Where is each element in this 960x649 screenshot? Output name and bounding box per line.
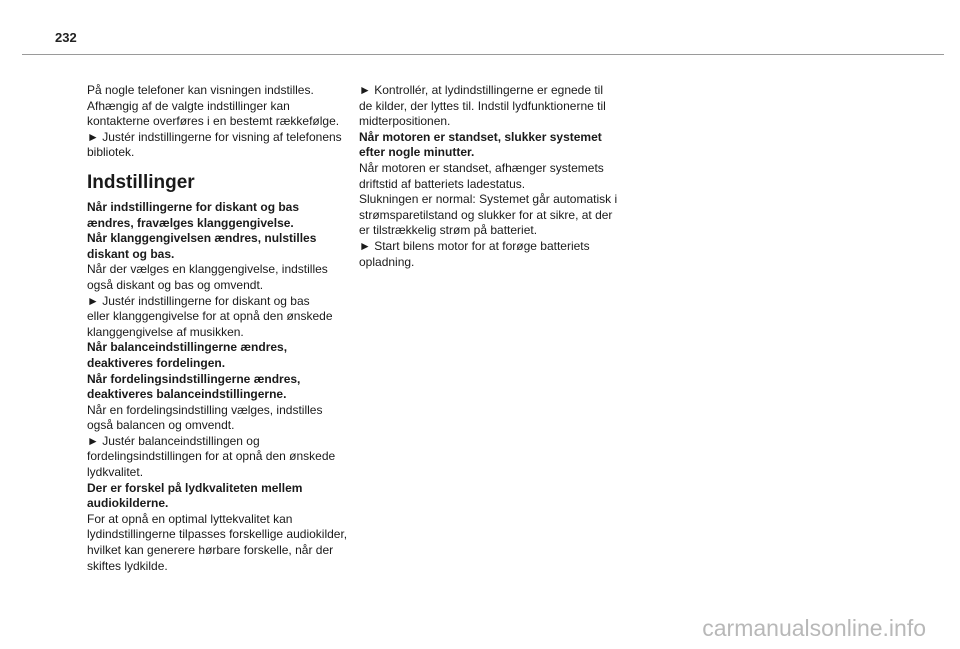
instruction-check-settings: ► Kontrollér, at lydindstillingerne er egnede til de kilder, der lyttes til. Indstil lydfunktionerne til midterpositionen.: [359, 83, 606, 129]
instruction-start-engine: ► Start bilens motor for at forøge batteriets opladning.: [359, 238, 590, 269]
right-column: [359, 83, 624, 270]
watermark: carmanualsonline.info: [702, 615, 926, 641]
header-divider: [22, 54, 944, 55]
paragraph-fader: Når en fordelingsindstilling vælges, indstilles også balancen og omvendt.: [87, 402, 323, 433]
note-balance-fader: Når balanceindstillingerne ændres, deaktiveres fordelingen. Når fordelingsindstillingerne ændres, deaktiveres balanceindstillingerne.: [87, 340, 301, 402]
section-heading-settings: Indstillinger: [87, 171, 195, 193]
note-treble-bass: Når indstillingerne for diskant og bas ændres, fravælges klanggengivelse. Når klanggengivelsen ændres, nulstilles diskant og bas.: [87, 199, 317, 261]
note-engine-stopped: Når motoren er standset, slukker systemet efter nogle minutter.: [359, 129, 602, 160]
page-number: 232: [55, 30, 77, 45]
paragraph-listening-quality: For at opnå en optimal lyttekvalitet kan lydindstillingerne tilpasses forskellige audiokilder, hvilket kan generere hørbare forskelle, når der skiftes lydkilde.: [87, 511, 348, 573]
instruction-treble-bass: ► Justér indstillingerne for diskant og bas eller klanggengivelse for at opnå den ønskede klanggengivelse af musikken.: [87, 293, 333, 339]
paragraph-sound-profile: Når der vælges en klanggengivelse, indstilles også diskant og bas og omvendt.: [87, 262, 328, 292]
intro-paragraph: På nogle telefoner kan visningen indstilles. Afhængig af de valgte indstillinger kan kontakterne overføres i en bestemt rækkefølge.: [87, 83, 340, 129]
instruction-phone-display: ► Justér indstillingerne for visning af telefonens bibliotek.: [87, 129, 342, 160]
left-column: [87, 83, 357, 574]
paragraph-battery-status: Når motoren er standset, afhænger systemets driftstid af batteriets ladestatus. Slukningen er normal: Systemet går automatisk i strømsparetilstand og slukker for at sikre, at der er tilstrækkelig strøm på batteriet.: [359, 160, 618, 238]
note-audio-sources: Der er forskel på lydkvaliteten mellem audiokilderne.: [87, 480, 303, 511]
instruction-balance: ► Justér balanceindstillingen og fordelingsindstillingen for at opnå den ønskede lydkvalitet.: [87, 433, 336, 480]
